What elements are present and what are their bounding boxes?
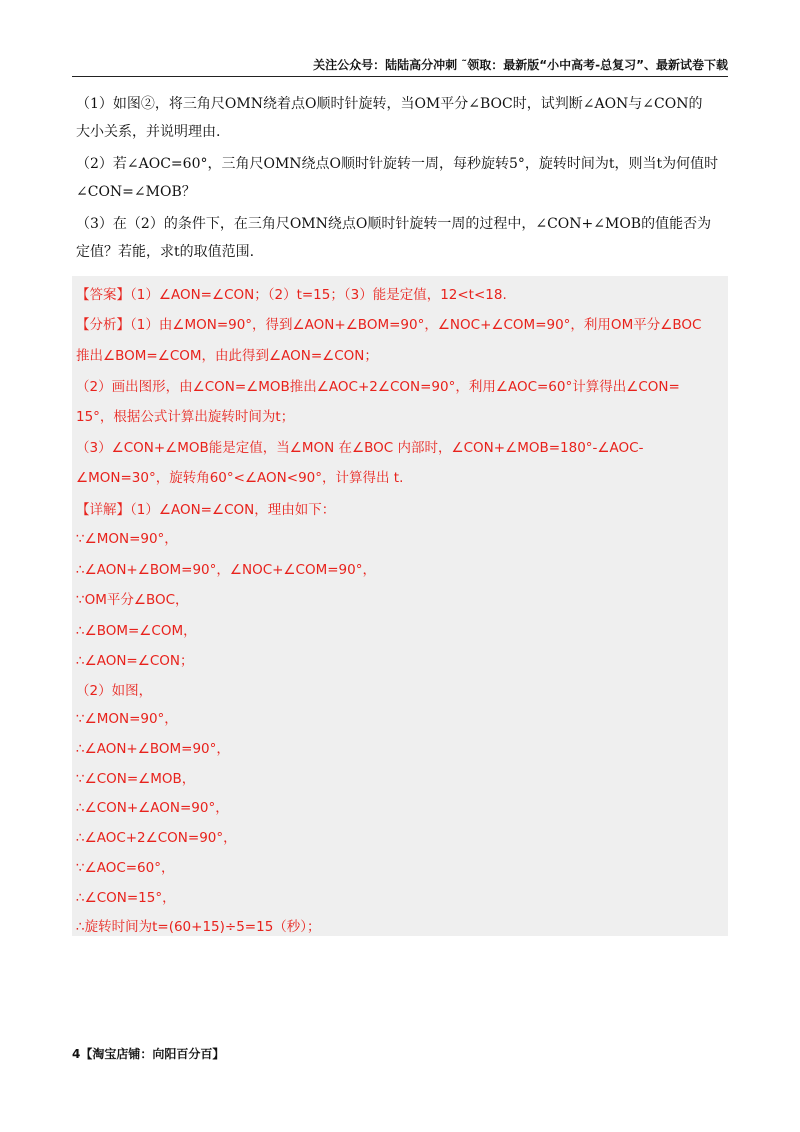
answer-line: ∴旋转时间为t=(60+15)÷5=15（秒）；	[76, 919, 321, 935]
header-text: 关注公众号：陆陆高分冲刺 ˜领取：最新版“小中高考-总复习”、最新试卷下载	[313, 58, 728, 72]
page-header	[72, 56, 728, 77]
answer-line: ∴∠AOC+2∠CON=90°，	[76, 830, 237, 846]
question-3	[72, 210, 728, 266]
answer-line: ∵∠AOC=60°，	[76, 860, 175, 876]
answer-line: 15°，根据公式计算出旋转时间为t；	[76, 409, 295, 425]
answer-line: ∵OM平分∠BOC，	[76, 592, 189, 608]
question-section	[72, 90, 728, 266]
q3-line-2: 定值？若能，求t的取值范围.	[76, 244, 255, 260]
answer-line: ∠MON=30°，旋转角60°<∠AON<90°，计算得出 t.	[76, 470, 404, 486]
answer-line: ∵∠MON=90°，	[76, 711, 178, 727]
question-1	[72, 90, 728, 146]
q3-line-1: （3）在（2）的条件下，在三角尺OMN绕点O顺时针旋转一周的过程中，∠CON+∠MOB的值能否为	[76, 216, 712, 232]
q2-line-2: ∠CON=∠MOB？	[76, 184, 196, 200]
answer-line: （2）如图，	[76, 683, 153, 699]
q1-line-2: 大小关系，并说明理由.	[76, 124, 221, 140]
answer-line: ∴∠AON+∠BOM=90°，	[76, 741, 230, 757]
footer-text: 4【淘宝店铺：向阳百分百】	[72, 1047, 225, 1061]
q2-line-1: （2）若∠AOC=60°，三角尺OMN绕点O顺时针旋转一周，每秒旋转5°，旋转时间为t，则当t为何值时	[76, 156, 719, 172]
page-footer	[72, 1045, 224, 1062]
answer-line: ∴∠AON=∠CON；	[76, 653, 194, 669]
answer-line: ∴∠CON+∠AON=90°，	[76, 800, 229, 816]
question-2	[72, 150, 728, 206]
answer-line: ∴∠AON+∠BOM=90°，∠NOC+∠COM=90°，	[76, 562, 376, 578]
answer-line: 【详解】（1）∠AON=∠CON，理由如下：	[76, 502, 336, 518]
q1-line-1: （1）如图②，将三角尺OMN绕着点O顺时针旋转，当OM平分∠BOC时，试判断∠AON与∠CON的	[76, 96, 703, 112]
answer-line: ∴∠BOM=∠COM，	[76, 623, 197, 639]
answer-line: 推出∠BOM=∠COM，由此得到∠AON=∠CON；	[76, 348, 378, 364]
answer-line: ∴∠CON=15°，	[76, 890, 176, 906]
answer-line: （3）∠CON+∠MOB能是定值，当∠MON 在∠BOC 内部时，∠CON+∠MOB=180°-∠AOC-	[76, 440, 644, 456]
answer-line: ∵∠MON=90°，	[76, 531, 178, 547]
answer-line: ∵∠CON=∠MOB，	[76, 771, 196, 787]
answer-line: 【分析】（1）由∠MON=90°，得到∠AON+∠BOM=90°，∠NOC+∠COM=90°，利用OM平分∠BOC	[76, 317, 702, 333]
answer-line: （2）画出图形，由∠CON=∠MOB推出∠AOC+2∠CON=90°，利用∠AOC=60°计算得出∠CON=	[76, 379, 680, 395]
answer-line: 【答案】（1）∠AON=∠CON；（2）t=15；（3）能是定值，12<t<18.	[76, 287, 507, 303]
